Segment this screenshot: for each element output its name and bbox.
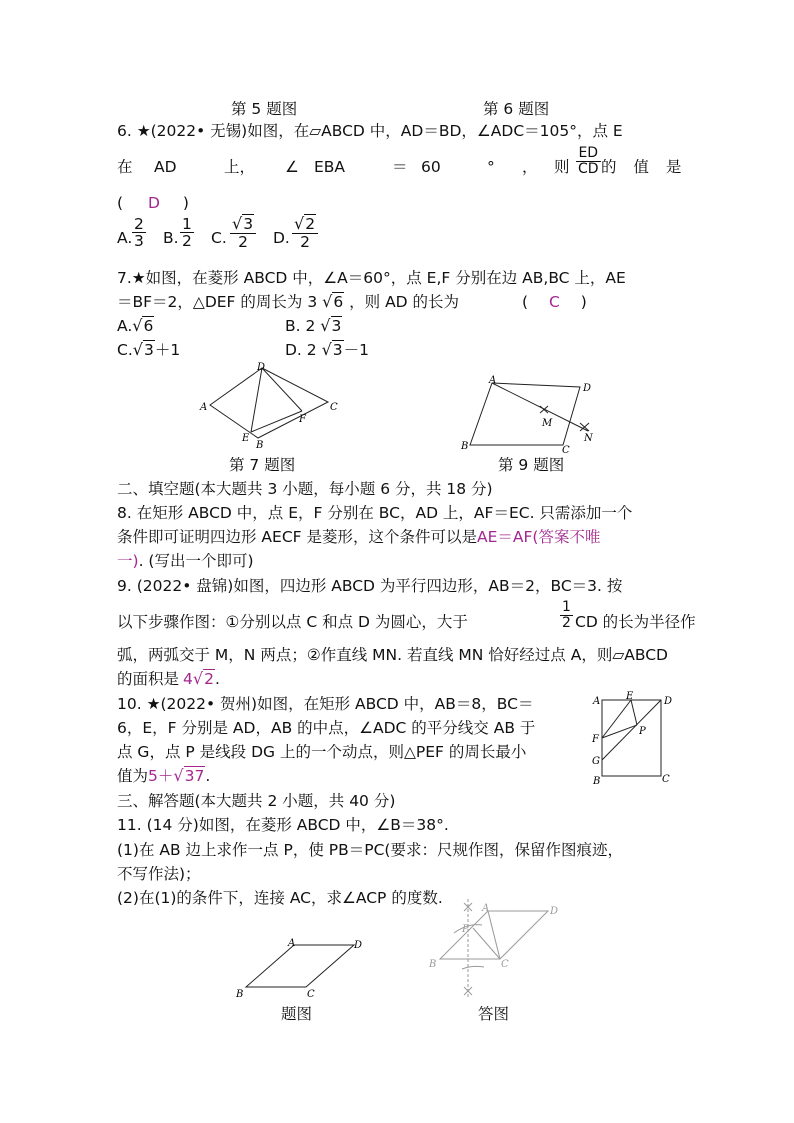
q7-opt-C: C.√3＋1 [117, 340, 181, 359]
figure-10-rectangle [588, 690, 674, 788]
figure-5-caption: 第 5 题图 [231, 100, 298, 118]
f9-label-N: N [584, 433, 593, 444]
q10-answer-rad: 37 [184, 767, 205, 785]
q7-optB-rad: 3 [331, 317, 342, 335]
figure-9-parallelogram [456, 373, 606, 455]
f7-label-B: B [256, 440, 264, 451]
q7-optC-tail: ＋1 [154, 341, 181, 359]
q6-ratio-num: ED [576, 146, 601, 162]
q6-line2-tail: 的 值 是 [601, 158, 688, 176]
f10-label-P: P [639, 726, 646, 737]
q7-line1: 7.★如图，在菱形 ABCD 中，∠A＝60°，点 E,F 分别在边 AB,BC 上，AE [117, 269, 626, 287]
q6-optC-num: 3 [243, 215, 254, 233]
q6-w9: ， [522, 158, 538, 176]
q9-line4a: 的面积是 [117, 670, 180, 688]
f9-label-B: B [461, 441, 469, 452]
q9-half-fraction [560, 600, 573, 630]
section-3-heading: 三、解答题(本大题共 2 小题，共 40 分) [117, 792, 396, 810]
f10-label-E: E [626, 691, 634, 702]
figure-11-answer-caption: 答图 [478, 1005, 510, 1023]
q7-opt-A: A.√6 [117, 316, 154, 335]
q7-opt-D: D. 2 √3－1 [285, 340, 370, 359]
q7-optC-label: C. [117, 341, 133, 359]
q6-optA-num: 2 [134, 215, 144, 233]
figure-9-caption: 第 9 题图 [498, 456, 565, 474]
f7-label-E: E [242, 433, 250, 444]
q9-line3: 弧，两弧交于 M，N 两点；②作直线 MN. 若直线 MN 恰好经过点 A，则▱ABCD [117, 646, 668, 664]
f11a-label-B: B [429, 959, 437, 970]
q7-line2b: ，则 AD 的长为 [349, 293, 460, 311]
q6-optB-num: 1 [182, 215, 192, 233]
q10-answer-a: 5＋ [148, 767, 174, 785]
q9-line2b: CD 的长为半径作 [575, 613, 696, 631]
q11-line4: (2)在(1)的条件下，连接 AC，求∠ACP 的度数. [117, 889, 443, 907]
f9-label-A: A [489, 375, 497, 386]
q9-answer-coef: 4 [183, 670, 193, 688]
q9-frac-den: 2 [562, 614, 571, 631]
q6-w1: 在 [117, 158, 133, 176]
q7-optD-tail: －1 [343, 341, 370, 359]
f9-label-D: D [583, 383, 592, 394]
figure-7-rhombus [196, 360, 346, 452]
q7-bracket-close: ) [580, 293, 587, 311]
q6-optA-frac [132, 216, 146, 250]
f10-label-F: F [592, 734, 599, 745]
q6-ratio-fraction [576, 146, 601, 176]
q6-optD-frac: $\frac{√2}{2}$ [292, 216, 318, 250]
q6-optC-den: 2 [238, 232, 248, 251]
q7-optD-rad: 3 [332, 341, 343, 359]
f11q-label-D: D [354, 940, 363, 951]
f11a-label-P: P [462, 924, 469, 935]
f10-label-D: D [664, 696, 673, 707]
f7-label-C: C [330, 402, 338, 413]
q7-bracket-open: ( [522, 293, 529, 311]
q6-w7: 60 [421, 158, 441, 176]
q10-line4: 值为5＋√37. [117, 766, 211, 785]
q9-line1: 9. (2022• 盘锦)如图，四边形 ABCD 为平行四边形，AB＝2，BC＝3. 按 [117, 577, 623, 595]
q6-optD-num: 2 [305, 215, 316, 233]
q6-answer-bracket [117, 193, 189, 213]
q6-optD-label: D. [273, 229, 290, 247]
q10-line2: 6，E，F 分别是 AD，AB 的中点，∠ADC 的平分线交 AB 于 [117, 719, 536, 737]
q7-optC-rad: 3 [143, 341, 154, 359]
f9-label-M: M [542, 418, 553, 429]
q6-w4: ∠ [285, 158, 299, 176]
q7-answer: C [549, 293, 560, 311]
q6-optB-frac [180, 216, 194, 250]
f11a-label-A: A [482, 903, 490, 914]
q6-answer: D [148, 194, 160, 212]
q8-answer-part2: 一) [117, 552, 139, 570]
figure-6-caption: 第 6 题图 [483, 100, 550, 118]
q7-optD-label: D. 2 [285, 341, 317, 359]
q6-ratio-den: CD [578, 160, 599, 177]
q6-optA-den: 3 [134, 232, 144, 251]
f11q-label-A: A [288, 938, 296, 949]
f7-label-A: A [200, 402, 208, 413]
f9-label-C: C [562, 445, 570, 455]
q7-optA-label: A. [117, 317, 133, 335]
section-2-heading: 二、填空题(本大题共 3 小题，每小题 6 分，共 18 分) [117, 480, 493, 498]
q7-perimeter-rad: 6 [333, 293, 344, 311]
q8-line1: 8. 在矩形 ABCD 中，点 E，F 分别在 BC，AD 上，AF＝EC. 只需添加一个 [117, 504, 633, 522]
q7-opt-B: B. 2 √3 [285, 316, 342, 335]
q9-answer-rad: 2 [204, 670, 214, 688]
q6-w6: ＝ [392, 158, 408, 176]
q10-line4b: . [205, 767, 211, 785]
q11-line3: 不写作法)； [117, 865, 201, 883]
f7-label-D: D [257, 362, 266, 373]
f11q-label-B: B [236, 989, 244, 1000]
q9-line2a: 以下步骤作图：①分别以点 C 和点 D 为圆心，大于 [117, 613, 468, 631]
q6-optB-label: B. [163, 229, 179, 247]
q6-line2 [117, 145, 688, 186]
q8-line2a: 条件即可证明四边形 AECF 是菱形，这个条件可以是 [117, 528, 477, 546]
q10-line4a: 值为 [117, 767, 149, 785]
figure-11-answer-rhombus [424, 897, 564, 1001]
figure-11-question-caption: 题图 [281, 1005, 313, 1023]
q8-line3b: . (写出一个即可) [138, 552, 254, 570]
q6-w8: ° [487, 158, 495, 176]
q6-optC-label: C. [211, 229, 227, 247]
q6-w5: EBA [314, 158, 346, 176]
q8-answer-part1: AE＝AF(答案不唯 [477, 528, 601, 546]
q7-line2a: ＝BF＝2，△DEF 的周长为 3 [117, 293, 318, 311]
q9-line4: 的面积是 4√2. [117, 669, 220, 688]
q6-w3: 上， [224, 158, 256, 176]
f11q-label-C: C [307, 989, 315, 1000]
q6-optD-den: 2 [300, 232, 310, 251]
q11-line2: (1)在 AB 边上求作一点 P，使 PB＝PC(要求：尺规作图，保留作图痕迹， [117, 841, 623, 859]
f11a-label-D: D [550, 906, 559, 917]
q6-optB-den: 2 [182, 232, 192, 251]
figure-11-question-rhombus [232, 935, 372, 1005]
f10-label-A: A [593, 696, 601, 707]
f10-label-G: G [592, 756, 600, 767]
q11-line1: 11. (14 分)如图，在菱形 ABCD 中，∠B＝38°. [117, 816, 449, 834]
figure-7-caption: 第 7 题图 [229, 456, 296, 474]
q8-line3 [117, 551, 254, 571]
f10-label-B: B [593, 776, 601, 787]
q9-frac-num: 1 [562, 599, 571, 615]
f7-label-F: F [299, 414, 306, 425]
f11a-label-C: C [501, 959, 509, 970]
f10-label-C: C [662, 774, 670, 785]
q7-optA-rad: 6 [143, 317, 154, 335]
q6-bracket-close: ) [182, 194, 189, 212]
q10-line1: 10. ★(2022• 贺州)如图，在矩形 ABCD 中，AB＝8，BC＝ [117, 695, 534, 713]
q6-optC-frac: $\frac{√3}{2}$ [230, 216, 256, 250]
q6-w10: 则 [554, 158, 570, 176]
q6-w2: AD [154, 158, 177, 176]
q7-line2: ＝BF＝2，△DEF 的周长为 3 √6 ，则 AD 的长为 ( C ) [117, 292, 587, 311]
q6-line1: 6. ★(2022• 无锡)如图，在▱ABCD 中，AD＝BD，∠ADC＝105°，点 E [117, 122, 623, 140]
q8-line2 [117, 527, 600, 547]
q6-optA-label: A. [117, 229, 133, 247]
q7-optB-label: B. 2 [285, 317, 316, 335]
q10-line3: 点 G，点 P 是线段 DG 上的一个动点，则△PEF 的周长最小 [117, 743, 527, 761]
q6-bracket-open: ( [117, 194, 124, 212]
q9-line4b: . [214, 670, 220, 688]
